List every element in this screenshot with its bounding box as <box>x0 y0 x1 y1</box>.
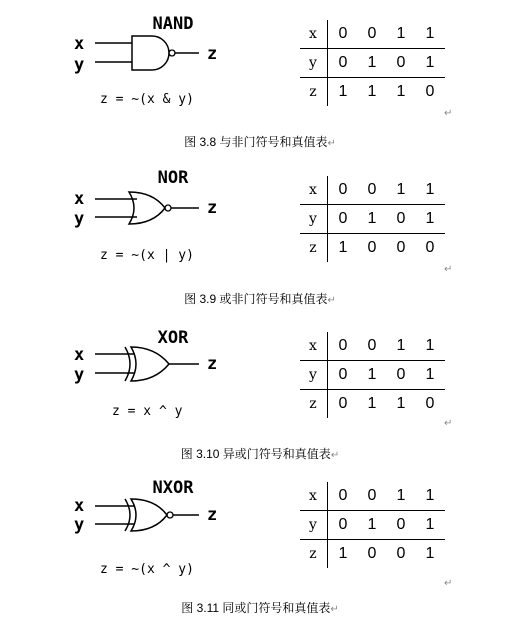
cell: 1 <box>425 366 435 383</box>
cell: 0 <box>396 54 406 71</box>
input-x-label: x <box>74 496 85 516</box>
table-row-x <box>300 482 445 510</box>
cell: 1 <box>425 210 435 227</box>
cell: 1 <box>425 545 435 562</box>
cell: 1 <box>338 83 348 100</box>
cell: 0 <box>425 395 435 412</box>
input-y-label: y <box>74 515 85 535</box>
output-z-label: z <box>207 354 218 374</box>
table-row-x <box>300 332 445 360</box>
paragraph-mark: ↵ <box>330 450 340 461</box>
figure-caption <box>0 445 520 462</box>
cell: 0 <box>396 210 406 227</box>
caption-text: 图 3.11 同或门符号和真值表 <box>181 601 331 615</box>
caption-text: 图 3.10 异或门符号和真值表 <box>180 447 331 461</box>
boolean-expression: z = ~(x ^ y) <box>100 562 194 577</box>
cell: 1 <box>367 210 377 227</box>
figure-caption <box>0 133 520 150</box>
cell: 1 <box>425 181 435 198</box>
cell: 0 <box>425 83 435 100</box>
table-row-x <box>300 20 445 48</box>
input-y-label: y <box>74 55 85 75</box>
table-row-y <box>300 361 445 389</box>
cell: 1 <box>338 545 348 562</box>
cell: 0 <box>338 210 348 227</box>
cell: 0 <box>338 366 348 383</box>
var-z: z <box>309 546 317 562</box>
input-y-label: y <box>74 365 85 385</box>
cell: 0 <box>367 181 377 198</box>
cell: 1 <box>396 487 406 504</box>
table-row-y <box>300 49 445 77</box>
table-row-y <box>300 511 445 539</box>
gate-title: XOR <box>157 328 189 348</box>
paragraph-mark: ↵ <box>327 295 336 306</box>
table-row-z <box>300 390 445 418</box>
var-x: x <box>309 488 317 504</box>
table-row-z <box>300 234 445 262</box>
figure-nor <box>0 156 520 311</box>
caption-text: 图 3.9 或非门符号和真值表 <box>184 292 328 306</box>
output-z-label: z <box>207 505 218 525</box>
paragraph-mark: ↵ <box>444 418 453 429</box>
boolean-expression: z = ~(x & y) <box>100 92 194 107</box>
truth-table <box>300 176 445 262</box>
cell: 0 <box>367 239 377 256</box>
var-y: y <box>309 517 317 533</box>
nand-gate-symbol <box>95 0 205 80</box>
cell: 0 <box>338 54 348 71</box>
var-x: x <box>309 182 317 198</box>
cell: 0 <box>338 181 348 198</box>
var-y: y <box>309 211 317 227</box>
paragraph-mark: ↵ <box>444 108 453 119</box>
cell: 1 <box>425 25 435 42</box>
cell: 1 <box>338 239 348 256</box>
var-z: z <box>309 240 317 256</box>
cell: 0 <box>367 25 377 42</box>
paragraph-mark: ↵ <box>327 138 336 149</box>
cell: 1 <box>396 395 406 412</box>
caption-text: 图 3.8 与非门符号和真值表 <box>184 135 328 149</box>
input-x-label: x <box>74 189 85 209</box>
var-z: z <box>309 84 317 100</box>
boolean-expression: z = ~(x | y) <box>100 248 194 263</box>
input-y-label: y <box>74 209 85 229</box>
cell: 0 <box>338 487 348 504</box>
var-y: y <box>309 367 317 383</box>
table-row-z <box>300 540 445 568</box>
truth-table <box>300 20 445 106</box>
nxor-gate-symbol <box>95 470 205 550</box>
output-z-label: z <box>207 44 218 64</box>
cell: 1 <box>367 83 377 100</box>
gate-title: NOR <box>157 168 189 188</box>
cell: 0 <box>367 487 377 504</box>
cell: 0 <box>396 239 406 256</box>
cell: 1 <box>425 337 435 354</box>
cell: 1 <box>425 54 435 71</box>
cell: 1 <box>396 25 406 42</box>
cell: 1 <box>425 516 435 533</box>
gate-title: NXOR <box>152 478 194 498</box>
paragraph-mark: ↵ <box>444 264 453 275</box>
cell: 1 <box>396 181 406 198</box>
cell: 1 <box>367 516 377 533</box>
table-row-y <box>300 205 445 233</box>
xor-gate-symbol <box>95 312 205 392</box>
var-x: x <box>309 26 317 42</box>
cell: 1 <box>367 366 377 383</box>
cell: 0 <box>425 239 435 256</box>
gate-title: NAND <box>152 14 194 34</box>
cell: 0 <box>396 366 406 383</box>
table-row-z <box>300 78 445 106</box>
figure-xor <box>0 312 520 467</box>
paragraph-mark: ↵ <box>444 578 453 589</box>
figure-caption <box>0 290 520 307</box>
cell: 1 <box>396 83 406 100</box>
nor-gate-symbol <box>95 156 205 236</box>
truth-table <box>300 482 445 568</box>
cell: 1 <box>367 395 377 412</box>
truth-table <box>300 332 445 418</box>
cell: 0 <box>338 337 348 354</box>
figure-nxor <box>0 470 520 627</box>
output-z-label: z <box>207 198 218 218</box>
cell: 1 <box>425 487 435 504</box>
var-y: y <box>309 55 317 71</box>
cell: 0 <box>338 395 348 412</box>
cell: 0 <box>367 337 377 354</box>
cell: 0 <box>338 516 348 533</box>
var-x: x <box>309 338 317 354</box>
cell: 0 <box>338 25 348 42</box>
cell: 0 <box>396 545 406 562</box>
boolean-expression: z = x ^ y <box>112 404 183 419</box>
cell: 1 <box>367 54 377 71</box>
table-row-x <box>300 176 445 204</box>
cell: 1 <box>396 337 406 354</box>
paragraph-mark: ↵ <box>330 604 339 615</box>
figure-caption <box>0 599 520 616</box>
input-x-label: x <box>74 34 85 54</box>
cell: 0 <box>367 545 377 562</box>
figure-nand <box>0 0 520 155</box>
input-x-label: x <box>74 345 85 365</box>
var-z: z <box>309 396 317 412</box>
cell: 0 <box>396 516 406 533</box>
